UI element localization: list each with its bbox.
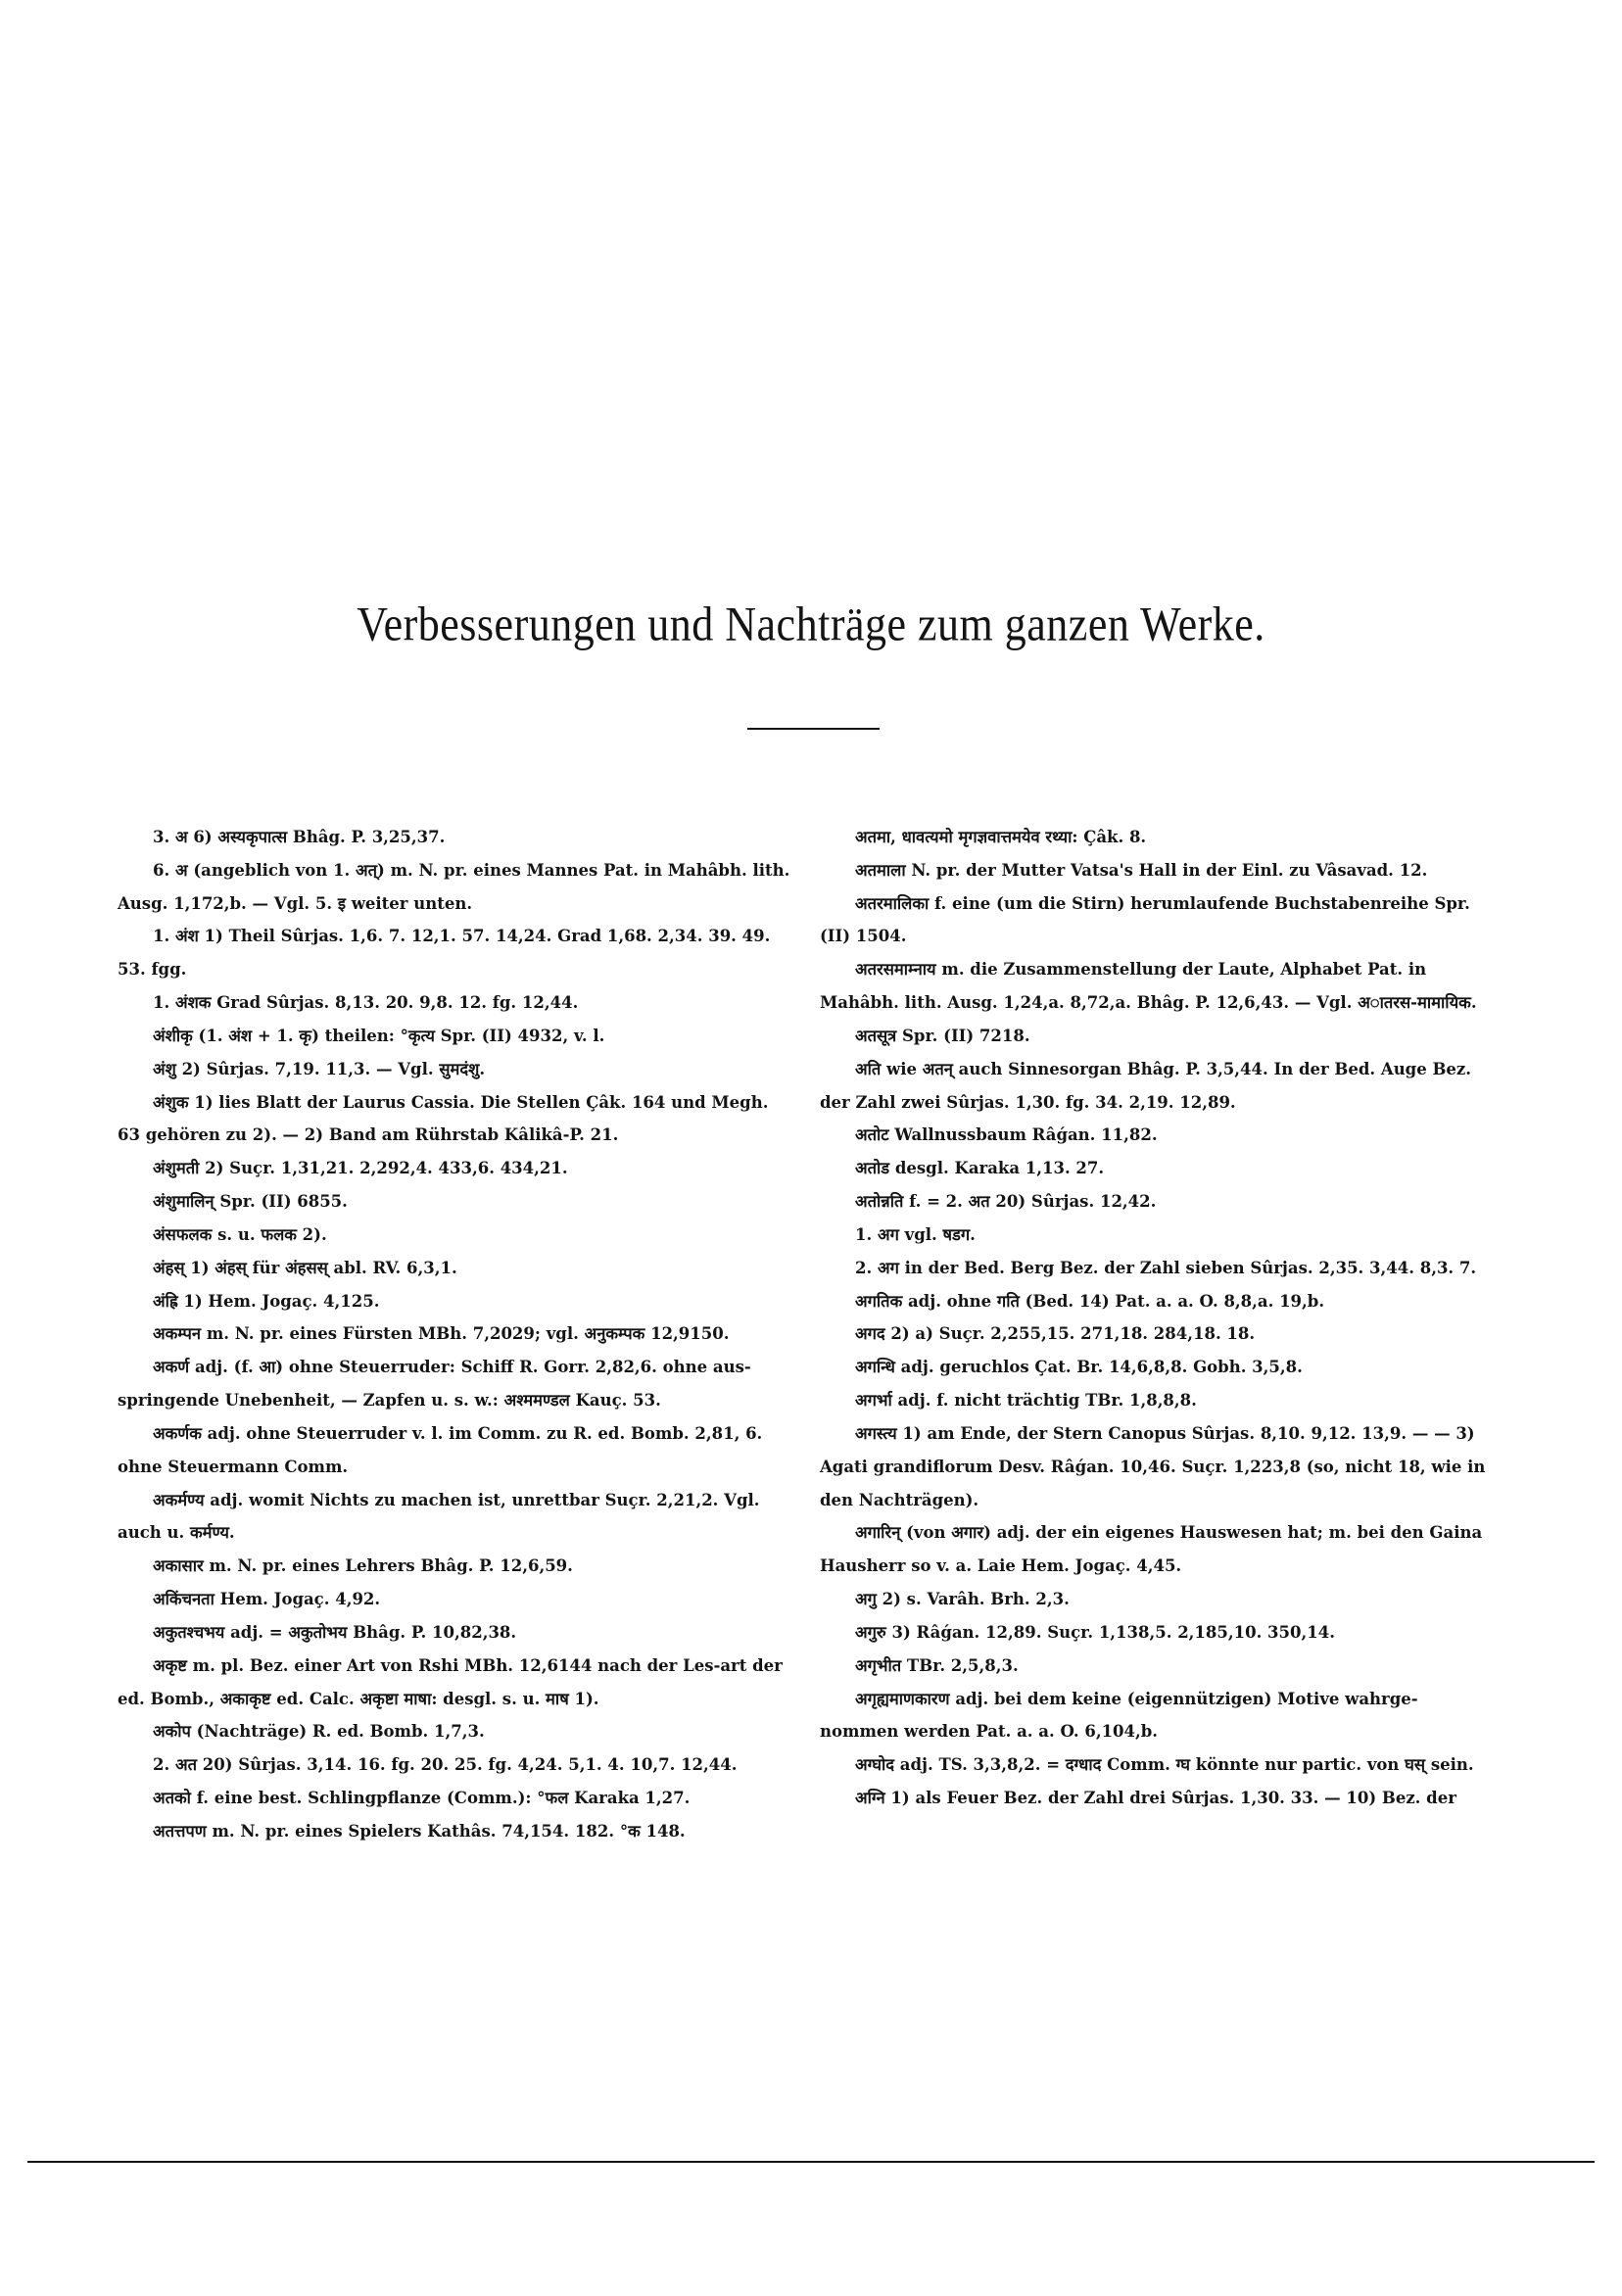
dictionary-entry: अगुरु 3) Râǵan. 12,89. Suçr. 1,138,5. 2,185,10. 350,14. <box>855 1622 1335 1642</box>
dictionary-entry: अगारिन् (von अगार) adj. der ein eigenes Hauswesen hat; m. bei den Gaina Hausherr so v. a. Laie Hem. Jogaç. 4,45. <box>820 1523 1483 1576</box>
dictionary-entry: अकिंचनता Hem. Jogaç. 4,92. <box>153 1590 381 1609</box>
dictionary-entry: अंसफलक s. u. फलक 2). <box>153 1224 327 1244</box>
dictionary-entry: अंशुक 1) lies Blatt der Laurus Cassia. Die Stellen Çâk. 164 und Megh. 63 gehören zu 2). — 2) Band am Rührstab Kâlikâ-P. 21. <box>118 1092 769 1145</box>
dictionary-entry: अतमा, धावत्यमो मृगज्ञवात्तमयेव रथ्या: Çâk. 8. <box>855 828 1147 846</box>
dictionary-entry: अतत्तपण m. N. pr. eines Spielers Kathâs. 74,154. 182. °क 148. <box>153 1821 686 1841</box>
dictionary-entry: अकर्मण्य adj. womit Nichts zu machen ist, unrettbar Suçr. 2,21,2. Vgl. auch u. कर्मण्य. <box>118 1490 760 1543</box>
dictionary-entry: अंशुमालिन् Spr. (II) 6855. <box>153 1192 348 1212</box>
dictionary-entry: अग्नि 1) als Feuer Bez. der Zahl drei Sûrjas. 1,30. 33. — 10) Bez. der <box>855 1789 1456 1808</box>
dictionary-entry: अगर्भा adj. f. nicht trächtig TBr. 1,8,8,8. <box>855 1391 1197 1411</box>
dictionary-entry: 2. अत 20) Sûrjas. 3,14. 16. fg. 20. 25. fg. 4,24. 5,1. 4. 10,7. 12,44. <box>153 1755 738 1775</box>
dictionary-entry: अगृभीत TBr. 2,5,8,3. <box>855 1655 1019 1675</box>
dictionary-entry: अगन्धि adj. geruchlos Çat. Br. 14,6,8,8. Gobh. 3,5,8. <box>855 1358 1303 1377</box>
dictionary-entry: अगस्त्य 1) am Ende, der Stern Canopus Sûrjas. 8,10. 9,12. 13,9. — — 3) Agati grandiflorum Desv. Râǵan. 10,46. Suçr. 1,223,8 (so, nicht 18, wie in den Nachträgen). <box>820 1423 1486 1509</box>
dictionary-entry: अंशुमती 2) Suçr. 1,31,21. 2,292,4. 433,6. 434,21. <box>153 1159 568 1178</box>
dictionary-entry: अतोट Wallnussbaum Râǵan. 11,82. <box>855 1125 1158 1145</box>
dictionary-entry: अतसूत्र Spr. (II) 7218. <box>855 1026 1030 1045</box>
dictionary-entry: अतोड desgl. Karaka 1,13. 27. <box>855 1159 1105 1178</box>
dictionary-entry: अकृष्ट m. pl. Bez. einer Art von Rshi MBh. 12,6144 nach der Les-art der ed. Bomb., अकाकृष्ट ed. Calc. अकृष्टा माषा: desgl. s. u. माष 1). <box>118 1655 783 1708</box>
title-divider <box>747 728 880 730</box>
dictionary-entry: अतोन्नति f. = 2. अत 20) Sûrjas. 12,42. <box>855 1192 1157 1212</box>
dictionary-entry: अतमाला N. pr. der Mutter Vatsa's Hall in der Einl. zu Vâsavad. 12. <box>855 860 1428 880</box>
dictionary-entry: अकर्णक adj. ohne Steuerruder v. l. im Comm. zu R. ed. Bomb. 2,81, 6. ohne Steuermann Comm. <box>118 1423 763 1476</box>
dictionary-entry: अगृह्यमाणकारण adj. bei dem keine (eigennützigen) Motive wahrge-nommen werden Pat. a. a. O. 6,104,b. <box>820 1689 1418 1742</box>
dictionary-entry: अतको f. eine best. Schlingpflanze (Comm.): °फल Karaka 1,27. <box>153 1789 691 1808</box>
page-title: Verbesserungen und Nachträge zum ganzen Werke. <box>357 598 1265 651</box>
dictionary-entry: अकासार m. N. pr. eines Lehrers Bhâg. P. 12,6,59. <box>153 1556 573 1576</box>
dictionary-entry: अंशु 2) Sûrjas. 7,19. 11,3. — Vgl. सुमदंशु. <box>153 1059 486 1078</box>
dictionary-entry: अंह्रि 1) Hem. Jogaç. 4,125. <box>153 1291 380 1311</box>
dictionary-entry: अंशीकृ (1. अंश + 1. कृ) theilen: °कृत्य Spr. (II) 4932, v. l. <box>153 1026 605 1045</box>
dictionary-entry: 6. अ (angeblich von 1. अत्) m. N. pr. eines Mannes Pat. in Mahâbh. lith. Ausg. 1,172,b. — Vgl. 5. इ weiter unten. <box>118 860 790 913</box>
left-column <box>118 821 795 1848</box>
dictionary-entry: 1. अंशक Grad Sûrjas. 8,13. 20. 9,8. 12. fg. 12,44. <box>153 993 579 1013</box>
dictionary-entry: अग्घोद adj. TS. 3,3,8,2. = दग्धाद Comm. ग्घ könnte nur partic. von घस् sein. <box>855 1755 1474 1775</box>
dictionary-entry: अति wie अतन् auch Sinnesorgan Bhâg. P. 3,5,44. In der Bed. Auge Bez. der Zahl zwei Sûrjas. 1,30. fg. 34. 2,19. 12,89. <box>820 1059 1472 1112</box>
dictionary-entry: अगद 2) a) Suçr. 2,255,15. 271,18. 284,18. 18. <box>855 1324 1256 1344</box>
dictionary-entry: अगतिक adj. ohne गति (Bed. 14) Pat. a. a. O. 8,8,a. 19,b. <box>855 1291 1325 1311</box>
dictionary-entry: 2. अग in der Bed. Berg Bez. der Zahl sieben Sûrjas. 2,35. 3,44. 8,3. 7. <box>855 1258 1477 1277</box>
dictionary-entry: 1. अंश 1) Theil Sûrjas. 1,6. 7. 12,1. 57. 14,24. Grad 1,68. 2,34. 39. 49. 53. fgg. <box>118 927 771 980</box>
dictionary-entry: अकोप (Nachträge) R. ed. Bomb. 1,7,3. <box>153 1722 485 1742</box>
dictionary-entry: अकुतश्चभय adj. = अकुतोभय Bhâg. P. 10,82,38. <box>153 1622 517 1642</box>
right-column <box>820 821 1489 1815</box>
dictionary-entry: अंहस् 1) अंहस् für अंहसस् abl. RV. 6,3,1. <box>153 1258 457 1277</box>
footer-divider <box>27 2161 1595 2163</box>
dictionary-entry: 1. अग vgl. षडग. <box>855 1224 976 1244</box>
dictionary-entry: अगु 2) s. Varâh. Brh. 2,3. <box>855 1590 1070 1609</box>
dictionary-entry: अतरसमाम्नाय m. die Zusammenstellung der Laute, Alphabet Pat. in Mahâbh. lith. Ausg. 1,24,a. 8,72,a. Bhâg. P. 12,6,43. — Vgl. अातरस-मामायिक. <box>820 960 1477 1013</box>
dictionary-entry: अतरमालिका f. eine (um die Stirn) herumlaufende Buchstabenreihe Spr. (II) 1504. <box>820 893 1470 946</box>
dictionary-entry: अकर्ण adj. (f. आ) ohne Steuerruder: Schiff R. Gorr. 2,82,6. ohne aus-springende Unebenheit, — Zapfen u. s. w.: अश्ममण्डल Kauç. 53. <box>118 1358 751 1411</box>
dictionary-entry: 3. अ 6) अस्यकृपात्स Bhâg. P. 3,25,37. <box>153 828 446 846</box>
dictionary-entry: अकम्पन m. N. pr. eines Fürsten MBh. 7,2029; vgl. अनुकम्पक 12,9150. <box>153 1324 730 1344</box>
